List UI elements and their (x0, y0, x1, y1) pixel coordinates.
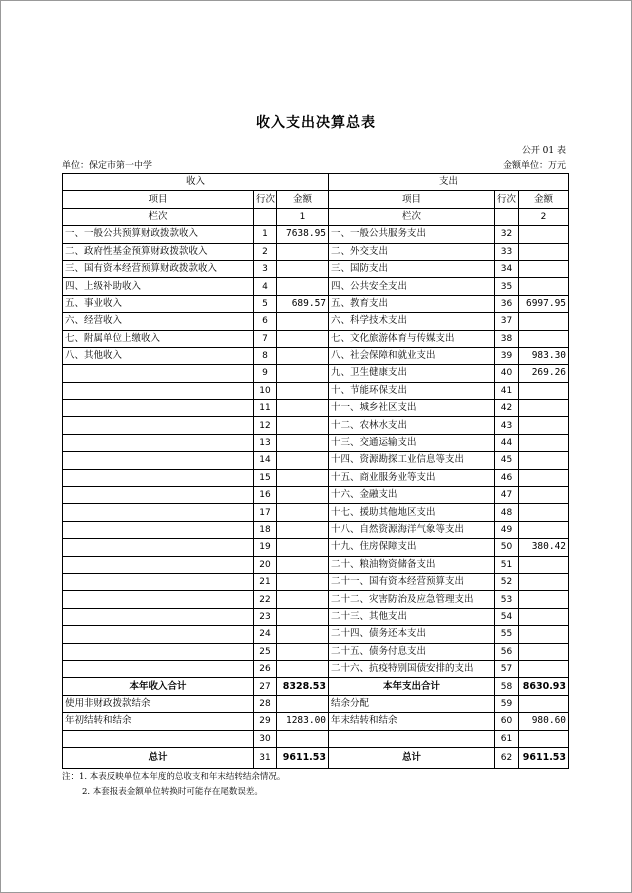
expense-amount (519, 626, 569, 643)
table-row (63, 417, 569, 434)
income-total-line-no: 27 (254, 678, 277, 695)
expense-line-no: 60 (495, 713, 519, 730)
income-item (63, 556, 254, 573)
table-row (63, 400, 569, 417)
income-total-label: 本年收入合计 (63, 678, 254, 695)
table-row (63, 260, 569, 277)
table-row (63, 278, 569, 295)
expense-item: 十五、商业服务业等支出 (329, 469, 495, 486)
expense-amount (519, 591, 569, 608)
income-amount (277, 487, 329, 504)
income-item (63, 417, 254, 434)
table-row (63, 382, 569, 399)
income-item (63, 400, 254, 417)
income-item: 三、国有资本经营预算财政拨款收入 (63, 260, 254, 277)
expense-line-no: 44 (495, 434, 519, 451)
table-row (63, 573, 569, 590)
expense-amount: 980.60 (519, 713, 569, 730)
expense-line-no: 52 (495, 573, 519, 590)
income-amount (277, 330, 329, 347)
income-item (63, 452, 254, 469)
unit-label: 单位：保定市第一中学 (62, 161, 153, 171)
income-item: 一、一般公共预算财政拨款收入 (63, 226, 254, 243)
income-line-no: 4 (254, 278, 277, 295)
income-line-no: 18 (254, 521, 277, 538)
income-amount (277, 278, 329, 295)
expense-amount: 380.42 (519, 539, 569, 556)
income-item: 八、其他收入 (63, 347, 254, 364)
expense-amount: 269.26 (519, 365, 569, 382)
income-item: 四、上级补助收入 (63, 278, 254, 295)
income-item (63, 469, 254, 486)
expense-line-no: 35 (495, 278, 519, 295)
table-row (63, 434, 569, 451)
note-1: 注：1. 本表反映单位本年度的总收支和年末结转结余情况。 (62, 772, 286, 782)
income-line-no: 3 (254, 260, 277, 277)
expense-header: 支出 (329, 174, 569, 191)
expense-line-no: 40 (495, 365, 519, 382)
expense-amount (519, 434, 569, 451)
expense-item: 十七、援助其他地区支出 (329, 504, 495, 521)
income-item: 二、政府性基金预算财政拨款收入 (63, 243, 254, 260)
expense-line-no: 36 (495, 295, 519, 312)
expense-amount (519, 226, 569, 243)
header-row-group (63, 174, 569, 191)
table-row (63, 539, 569, 556)
table-row (63, 660, 569, 677)
income-item: 五、事业收入 (63, 295, 254, 312)
expense-item: 六、科学技术支出 (329, 313, 495, 330)
income-line-no: 2 (254, 243, 277, 260)
expense-item: 十、节能环保支出 (329, 382, 495, 399)
income-line-no: 11 (254, 400, 277, 417)
income-item: 使用非财政拨款结余 (63, 695, 254, 712)
income-amount (277, 260, 329, 277)
expense-line-no: 41 (495, 382, 519, 399)
expense-item: 年末结转和结余 (329, 713, 495, 730)
income-item (63, 591, 254, 608)
expense-line-no: 53 (495, 591, 519, 608)
income-amount (277, 243, 329, 260)
expense-item: 十四、资源勘探工业信息等支出 (329, 452, 495, 469)
expense-line-no: 34 (495, 260, 519, 277)
income-item (63, 521, 254, 538)
income-line-no: 20 (254, 556, 277, 573)
income-line-no: 5 (254, 295, 277, 312)
table-row (63, 608, 569, 625)
expense-line-no: 56 (495, 643, 519, 660)
expense-amount (519, 556, 569, 573)
income-line-no: 13 (254, 434, 277, 451)
income-amount-header: 金额 (277, 191, 329, 208)
income-line-no: 19 (254, 539, 277, 556)
income-amount: 689.57 (277, 295, 329, 312)
expense-amount (519, 400, 569, 417)
expense-item: 四、公共安全支出 (329, 278, 495, 295)
expense-amount: 6997.95 (519, 295, 569, 312)
income-amount (277, 434, 329, 451)
income-item (63, 487, 254, 504)
income-line-no: 1 (254, 226, 277, 243)
income-amount (277, 660, 329, 677)
expense-item: 一、一般公共服务支出 (329, 226, 495, 243)
expense-amount (519, 382, 569, 399)
expense-amount (519, 504, 569, 521)
expense-item: 二十四、债务还本支出 (329, 626, 495, 643)
expense-line-no: 61 (495, 730, 519, 747)
empty-cell (254, 208, 277, 225)
table-row (63, 504, 569, 521)
income-line-no: 6 (254, 313, 277, 330)
income-column-label: 栏次 (63, 208, 254, 225)
expense-amount (519, 260, 569, 277)
expense-column-label: 栏次 (329, 208, 495, 225)
income-line-no: 15 (254, 469, 277, 486)
expense-line-no: 54 (495, 608, 519, 625)
expense-amount (519, 695, 569, 712)
expense-amount (519, 469, 569, 486)
table-row (63, 713, 569, 730)
income-line-no: 23 (254, 608, 277, 625)
expense-line-no: 48 (495, 504, 519, 521)
expense-line-no: 42 (495, 400, 519, 417)
expense-grand-label: 总计 (329, 747, 495, 768)
income-column-number: 1 (277, 208, 329, 225)
income-item (63, 365, 254, 382)
income-line-no: 24 (254, 626, 277, 643)
expense-total-amount: 8630.93 (519, 678, 569, 695)
income-item: 七、附属单位上缴收入 (63, 330, 254, 347)
expense-item: 三、国防支出 (329, 260, 495, 277)
expense-line-no: 32 (495, 226, 519, 243)
income-line-no: 29 (254, 713, 277, 730)
table-row (63, 730, 569, 747)
expense-grand-line-no: 62 (495, 747, 519, 768)
income-item: 六、经营收入 (63, 313, 254, 330)
income-amount (277, 400, 329, 417)
expense-line-no: 57 (495, 660, 519, 677)
income-amount (277, 556, 329, 573)
expense-amount (519, 313, 569, 330)
expense-amount: 983.30 (519, 347, 569, 364)
expense-line-no: 33 (495, 243, 519, 260)
expense-line-no: 37 (495, 313, 519, 330)
income-item (63, 382, 254, 399)
income-amount: 7638.95 (277, 226, 329, 243)
expense-total-line-no: 58 (495, 678, 519, 695)
expense-item: 二、外交支出 (329, 243, 495, 260)
income-item (63, 730, 254, 747)
expense-amount (519, 730, 569, 747)
total-row (63, 678, 569, 695)
income-line-no: 17 (254, 504, 277, 521)
table-row (63, 643, 569, 660)
income-item (63, 434, 254, 451)
expense-amount (519, 660, 569, 677)
expense-line-no: 51 (495, 556, 519, 573)
header-row-cols (63, 191, 569, 208)
expense-amount (519, 608, 569, 625)
expense-item: 二十三、其他支出 (329, 608, 495, 625)
table-row (63, 313, 569, 330)
income-line-no: 28 (254, 695, 277, 712)
table-row (63, 226, 569, 243)
income-amount (277, 643, 329, 660)
expense-item: 十八、自然资源海洋气象等支出 (329, 521, 495, 538)
form-code: 公开 01 表 (521, 146, 566, 156)
expense-line-no: 43 (495, 417, 519, 434)
income-item (63, 608, 254, 625)
budget-table (62, 173, 569, 769)
table-row (63, 347, 569, 364)
expense-item: 二十五、债务付息支出 (329, 643, 495, 660)
note-2: 2. 本套报表金额单位转换时可能存在尾数误差。 (82, 787, 263, 797)
income-amount (277, 695, 329, 712)
income-amount (277, 521, 329, 538)
income-amount (277, 313, 329, 330)
column-label-row (63, 208, 569, 225)
income-amount (277, 730, 329, 747)
table-row (63, 626, 569, 643)
expense-line-no: 55 (495, 626, 519, 643)
income-line-no: 14 (254, 452, 277, 469)
empty-cell (495, 208, 519, 225)
income-item (63, 643, 254, 660)
income-amount (277, 608, 329, 625)
income-amount (277, 365, 329, 382)
income-line-no: 21 (254, 573, 277, 590)
expense-item: 结余分配 (329, 695, 495, 712)
income-line-no: 30 (254, 730, 277, 747)
expense-line-header: 行次 (495, 191, 519, 208)
expense-amount (519, 487, 569, 504)
expense-line-no: 49 (495, 521, 519, 538)
table-row (63, 452, 569, 469)
table-row (63, 243, 569, 260)
expense-line-no: 50 (495, 539, 519, 556)
income-item-header: 项目 (63, 191, 254, 208)
expense-line-no: 39 (495, 347, 519, 364)
income-line-no: 25 (254, 643, 277, 660)
income-line-no: 9 (254, 365, 277, 382)
expense-amount (519, 330, 569, 347)
income-amount (277, 626, 329, 643)
income-amount (277, 417, 329, 434)
expense-item: 十九、住房保障支出 (329, 539, 495, 556)
expense-line-no: 45 (495, 452, 519, 469)
income-grand-label: 总计 (63, 747, 254, 768)
income-amount (277, 452, 329, 469)
expense-item: 二十一、国有资本经营预算支出 (329, 573, 495, 590)
expense-line-no: 47 (495, 487, 519, 504)
table-row (63, 591, 569, 608)
expense-amount (519, 521, 569, 538)
expense-total-label: 本年支出合计 (329, 678, 495, 695)
income-grand-amount: 9611.53 (277, 747, 329, 768)
expense-item: 二十二、灾害防治及应急管理支出 (329, 591, 495, 608)
expense-item: 十一、城乡社区支出 (329, 400, 495, 417)
income-amount (277, 591, 329, 608)
table-row (63, 295, 569, 312)
expense-item: 十六、金融支出 (329, 487, 495, 504)
expense-amount (519, 643, 569, 660)
income-line-no: 10 (254, 382, 277, 399)
expense-amount (519, 452, 569, 469)
income-line-no: 8 (254, 347, 277, 364)
table-row (63, 521, 569, 538)
income-amount: 1283.00 (277, 713, 329, 730)
expense-item: 九、卫生健康支出 (329, 365, 495, 382)
income-item (63, 660, 254, 677)
page-title: 收入支出决算总表 (256, 115, 376, 131)
income-amount (277, 539, 329, 556)
expense-amount (519, 243, 569, 260)
income-line-no: 22 (254, 591, 277, 608)
table-row (63, 469, 569, 486)
expense-item: 二十六、抗疫特别国债安排的支出 (329, 660, 495, 677)
expense-amount (519, 573, 569, 590)
expense-item: 十三、交通运输支出 (329, 434, 495, 451)
income-line-no: 7 (254, 330, 277, 347)
income-item (63, 573, 254, 590)
income-item (63, 626, 254, 643)
income-grand-line-no: 31 (254, 747, 277, 768)
expense-grand-amount: 9611.53 (519, 747, 569, 768)
expense-line-no: 46 (495, 469, 519, 486)
expense-item: 七、文化旅游体育与传媒支出 (329, 330, 495, 347)
income-item: 年初结转和结余 (63, 713, 254, 730)
income-line-header: 行次 (254, 191, 277, 208)
income-line-no: 26 (254, 660, 277, 677)
grand-total-row (63, 747, 569, 768)
income-amount (277, 573, 329, 590)
expense-amount-header: 金额 (519, 191, 569, 208)
income-amount (277, 469, 329, 486)
expense-item: 五、教育支出 (329, 295, 495, 312)
expense-item: 二十、粮油物资储备支出 (329, 556, 495, 573)
table-row (63, 487, 569, 504)
income-line-no: 16 (254, 487, 277, 504)
table-row (63, 365, 569, 382)
income-line-no: 12 (254, 417, 277, 434)
money-unit-label: 金额单位：万元 (502, 161, 566, 171)
expense-amount (519, 278, 569, 295)
expense-item: 八、社会保障和就业支出 (329, 347, 495, 364)
table-row (63, 556, 569, 573)
expense-item: 十二、农林水支出 (329, 417, 495, 434)
expense-line-no: 59 (495, 695, 519, 712)
expense-amount (519, 417, 569, 434)
income-amount (277, 382, 329, 399)
income-total-amount: 8328.53 (277, 678, 329, 695)
expense-column-number: 2 (519, 208, 569, 225)
expense-item (329, 730, 495, 747)
expense-item-header: 项目 (329, 191, 495, 208)
notes (62, 770, 285, 800)
income-item (63, 539, 254, 556)
table-row (63, 330, 569, 347)
expense-line-no: 38 (495, 330, 519, 347)
income-amount (277, 504, 329, 521)
table-row (63, 695, 569, 712)
income-item (63, 504, 254, 521)
income-header: 收入 (63, 174, 329, 191)
income-amount (277, 347, 329, 364)
